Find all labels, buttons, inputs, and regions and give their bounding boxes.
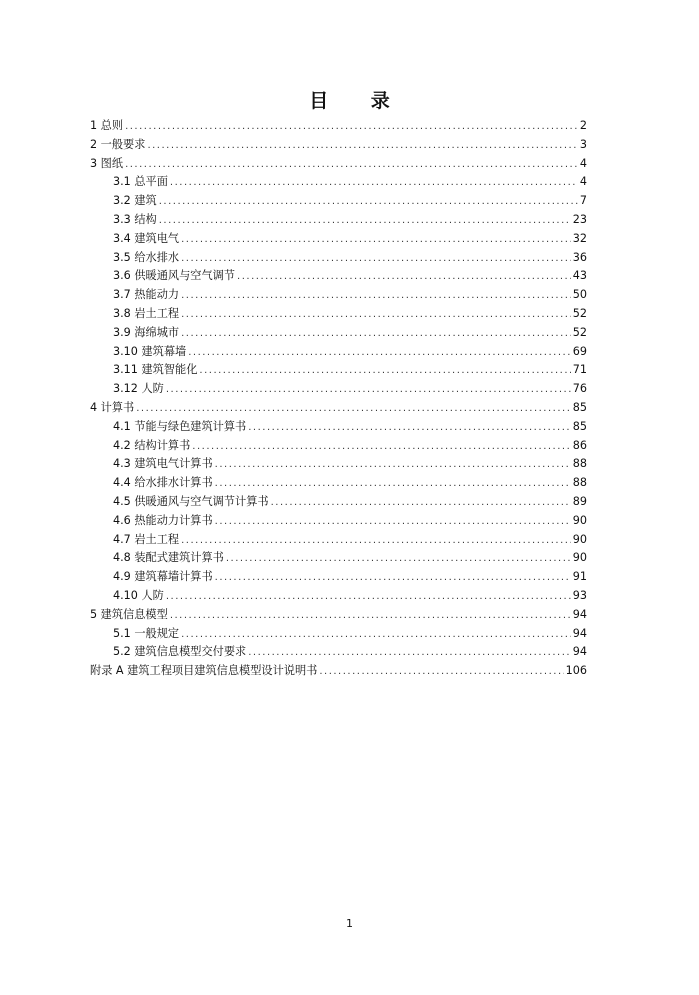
toc-entry-page: 3 — [579, 137, 587, 151]
toc-leader-dots — [319, 663, 563, 682]
toc-leader-dots — [215, 513, 571, 532]
toc-entry[interactable] — [90, 361, 587, 380]
toc-entry-page: 94 — [572, 626, 587, 640]
toc-entry[interactable] — [90, 437, 587, 456]
toc-entry-label: 4.6 热能动力计算书 — [113, 513, 213, 527]
toc-entry-page: 91 — [572, 570, 587, 584]
toc-leader-dots — [226, 550, 571, 569]
toc-entry-page: 94 — [572, 607, 587, 621]
toc-entry-page: 23 — [572, 212, 587, 226]
toc-entry[interactable] — [90, 643, 587, 662]
toc-entry[interactable] — [90, 399, 587, 418]
toc-leader-dots — [248, 644, 571, 663]
toc-entry[interactable] — [90, 625, 587, 644]
toc-entry-label: 3.12 人防 — [113, 382, 164, 396]
page-title: 目 录 — [309, 90, 408, 112]
toc-leader-dots — [159, 212, 571, 231]
toc-entry-label: 3.4 建筑电气 — [113, 231, 180, 245]
toc-entry-page: 52 — [572, 325, 587, 339]
toc-entry-page: 71 — [572, 363, 587, 377]
toc-entry-label: 4.8 装配式建筑计算书 — [113, 551, 224, 565]
toc-entry-page: 89 — [572, 494, 587, 508]
toc-entry[interactable] — [90, 474, 587, 493]
toc-leader-dots — [215, 475, 571, 494]
toc-entry-page: 76 — [572, 382, 587, 396]
toc-entry-page: 85 — [572, 419, 587, 433]
toc-entry-label: 3.2 建筑 — [113, 194, 157, 208]
toc-leader-dots — [199, 362, 570, 381]
toc-entry-label: 5 建筑信息模型 — [90, 607, 168, 621]
toc-entry[interactable] — [90, 493, 587, 512]
toc-entry-page: 52 — [572, 306, 587, 320]
toc-entry[interactable] — [90, 606, 587, 625]
toc-leader-dots — [170, 607, 571, 626]
toc-entry-label: 3.10 建筑幕墙 — [113, 344, 187, 358]
toc-entry-page: 50 — [572, 288, 587, 302]
toc-entry[interactable] — [90, 136, 587, 155]
toc-entry-page: 93 — [572, 588, 587, 602]
toc-leader-dots — [215, 569, 571, 588]
toc-leader-dots — [181, 287, 571, 306]
toc-leader-dots — [181, 532, 571, 551]
toc-entry[interactable] — [90, 230, 587, 249]
toc-entry[interactable] — [90, 192, 587, 211]
toc-entry-page: 69 — [572, 344, 587, 358]
toc-entry-page: 4 — [579, 175, 587, 189]
toc-entry-page: 32 — [572, 231, 587, 245]
toc-entry-label: 2 一般要求 — [90, 137, 146, 151]
toc-entry-label: 3.9 海绵城市 — [113, 325, 180, 339]
toc-entry-label: 附录 A 建筑工程项目建筑信息模型设计说明书 — [90, 664, 318, 678]
toc-entry[interactable] — [90, 155, 587, 174]
toc-entry[interactable] — [90, 249, 587, 268]
toc-leader-dots — [248, 419, 571, 438]
toc-entry-page: 36 — [572, 250, 587, 264]
toc-leader-dots — [271, 494, 571, 513]
toc-leader-dots — [188, 344, 571, 363]
toc-entry-page: 2 — [579, 119, 587, 132]
toc-entry[interactable] — [90, 324, 587, 343]
toc-entry-page: 88 — [572, 476, 587, 490]
toc-entry-page: 106 — [565, 664, 587, 678]
toc-leader-dots — [181, 306, 571, 325]
toc-entry-page: 90 — [572, 513, 587, 527]
toc-entry-label: 4.5 供暖通风与空气调节计算书 — [113, 494, 269, 508]
toc-entry-page: 4 — [579, 156, 587, 170]
toc-leader-dots — [181, 231, 571, 250]
toc-entry-label: 4 计算书 — [90, 400, 135, 414]
toc-leader-dots — [181, 250, 571, 269]
toc-entry-label: 3.8 岩土工程 — [113, 306, 180, 320]
toc-entry[interactable] — [90, 549, 587, 568]
toc-entry-label: 5.1 一般规定 — [113, 626, 180, 640]
toc-entry[interactable] — [90, 117, 587, 136]
toc-entry-label: 3.11 建筑智能化 — [113, 363, 198, 377]
toc-entry-label: 1 总则 — [90, 119, 124, 132]
toc-entry-label: 3 图纸 — [90, 156, 124, 170]
toc-leader-dots — [125, 156, 578, 175]
toc-leader-dots — [237, 268, 571, 287]
toc-entry-page: 85 — [572, 400, 587, 414]
toc-entry[interactable] — [90, 305, 587, 324]
toc-entry[interactable] — [90, 211, 587, 230]
toc-entry-label: 4.9 建筑幕墙计算书 — [113, 570, 213, 584]
toc-entry-label: 3.3 结构 — [113, 212, 157, 226]
toc-leader-dots — [159, 193, 578, 212]
toc-entry-label: 3.6 供暖通风与空气调节 — [113, 269, 236, 283]
toc-leader-dots — [181, 626, 571, 645]
toc-entry-page: 90 — [572, 532, 587, 546]
toc-entry[interactable] — [90, 173, 587, 192]
toc-leader-dots — [215, 456, 571, 475]
toc-leader-dots — [125, 118, 578, 137]
toc-entry-page: 88 — [572, 457, 587, 471]
toc-leader-dots — [170, 174, 578, 193]
toc-entry-label: 3.1 总平面 — [113, 175, 168, 189]
toc-leader-dots — [136, 400, 571, 419]
toc-entry[interactable] — [90, 512, 587, 531]
toc-entry-page: 43 — [572, 269, 587, 283]
toc-entry[interactable] — [90, 418, 587, 437]
table-of-contents — [90, 117, 587, 681]
toc-entry-page: 90 — [572, 551, 587, 565]
toc-entry[interactable] — [90, 286, 587, 305]
toc-entry[interactable] — [90, 662, 587, 681]
toc-entry-label: 5.2 建筑信息模型交付要求 — [113, 645, 247, 659]
toc-entry-label: 4.7 岩土工程 — [113, 532, 180, 546]
toc-leader-dots — [192, 438, 570, 457]
toc-entry[interactable] — [90, 531, 587, 550]
toc-leader-dots — [181, 325, 571, 344]
toc-entry[interactable] — [90, 587, 587, 606]
toc-entry-page: 94 — [572, 645, 587, 659]
toc-leader-dots — [147, 137, 577, 156]
toc-entry[interactable] — [90, 455, 587, 474]
toc-entry[interactable] — [90, 343, 587, 362]
toc-entry-label: 4.4 给水排水计算书 — [113, 476, 213, 490]
toc-entry-label: 4.3 建筑电气计算书 — [113, 457, 213, 471]
toc-leader-dots — [166, 588, 571, 607]
toc-leader-dots — [166, 381, 571, 400]
toc-entry[interactable] — [90, 267, 587, 286]
toc-entry-label: 4.10 人防 — [113, 588, 164, 602]
toc-entry-label: 3.5 给水排水 — [113, 250, 180, 264]
toc-entry-page: 86 — [572, 438, 587, 452]
toc-entry-label: 4.2 结构计算书 — [113, 438, 191, 452]
toc-entry[interactable] — [90, 568, 587, 587]
toc-entry-page: 7 — [579, 194, 587, 208]
toc-entry-label: 4.1 节能与绿色建筑计算书 — [113, 419, 247, 433]
toc-entry[interactable] — [90, 380, 587, 399]
toc-entry-label: 3.7 热能动力 — [113, 288, 180, 302]
page-number: 1 — [346, 917, 353, 930]
